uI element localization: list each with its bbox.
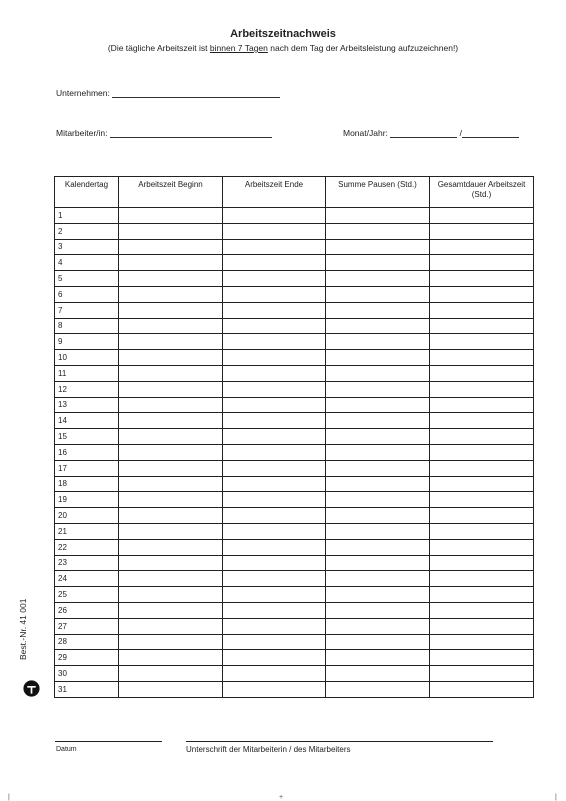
publisher-logo-icon xyxy=(23,680,40,697)
month-year-separator: / xyxy=(459,128,463,138)
start-cell[interactable] xyxy=(119,429,223,445)
table-row xyxy=(55,508,534,524)
date-label: Datum xyxy=(56,746,77,753)
col-header-breaks: Summe Pausen (Std.) xyxy=(326,177,430,208)
crop-mark-icon: | xyxy=(555,794,557,801)
table-row xyxy=(55,587,534,603)
breaks-cell[interactable] xyxy=(326,413,430,429)
day-cell: 1 xyxy=(55,208,119,224)
breaks-cell[interactable] xyxy=(326,208,430,224)
end-cell[interactable] xyxy=(223,413,326,429)
start-cell[interactable] xyxy=(119,302,223,318)
total-cell[interactable] xyxy=(430,334,534,350)
end-cell[interactable] xyxy=(223,286,326,302)
total-cell[interactable] xyxy=(430,223,534,239)
day-cell: 4 xyxy=(55,255,119,271)
table-header-row xyxy=(55,177,534,208)
table-row xyxy=(55,365,534,381)
table-row xyxy=(55,681,534,697)
day-cell: 18 xyxy=(55,476,119,492)
order-number: Best.-Nr. 41 001 xyxy=(18,598,28,660)
col-header-day: Kalendertag xyxy=(55,177,119,208)
start-cell[interactable] xyxy=(119,650,223,666)
table-row xyxy=(55,460,534,476)
start-cell[interactable] xyxy=(119,350,223,366)
table-row xyxy=(55,223,534,239)
end-cell[interactable] xyxy=(223,318,326,334)
breaks-cell[interactable] xyxy=(326,555,430,571)
total-cell[interactable] xyxy=(430,413,534,429)
breaks-cell[interactable] xyxy=(326,602,430,618)
col-header-start: Arbeitszeit Beginn xyxy=(119,177,223,208)
end-cell[interactable] xyxy=(223,523,326,539)
year-input-line[interactable] xyxy=(459,128,519,138)
breaks-cell[interactable] xyxy=(326,302,430,318)
day-cell: 21 xyxy=(55,523,119,539)
total-cell[interactable] xyxy=(430,666,534,682)
end-cell[interactable] xyxy=(223,634,326,650)
start-cell[interactable] xyxy=(119,208,223,224)
signature-label: Unterschrift der Mitarbeiterin / des Mitarbeiters xyxy=(186,745,351,754)
total-cell[interactable] xyxy=(430,239,534,255)
day-cell: 31 xyxy=(55,681,119,697)
breaks-cell[interactable] xyxy=(326,460,430,476)
breaks-cell[interactable] xyxy=(326,681,430,697)
company-input-line[interactable] xyxy=(112,89,280,98)
end-cell[interactable] xyxy=(223,492,326,508)
total-cell[interactable] xyxy=(430,618,534,634)
total-cell[interactable] xyxy=(430,523,534,539)
day-cell: 3 xyxy=(55,239,119,255)
breaks-cell[interactable] xyxy=(326,508,430,524)
total-cell[interactable] xyxy=(430,634,534,650)
table-row xyxy=(55,555,534,571)
breaks-cell[interactable] xyxy=(326,318,430,334)
table-row xyxy=(55,429,534,445)
day-cell: 5 xyxy=(55,271,119,287)
total-cell[interactable] xyxy=(430,460,534,476)
total-cell[interactable] xyxy=(430,444,534,460)
breaks-cell[interactable] xyxy=(326,239,430,255)
start-cell[interactable] xyxy=(119,286,223,302)
end-cell[interactable] xyxy=(223,666,326,682)
start-cell[interactable] xyxy=(119,492,223,508)
employee-field xyxy=(56,128,272,138)
table-row xyxy=(55,666,534,682)
breaks-cell[interactable] xyxy=(326,397,430,413)
day-cell: 22 xyxy=(55,539,119,555)
table-row xyxy=(55,302,534,318)
total-cell[interactable] xyxy=(430,476,534,492)
start-cell[interactable] xyxy=(119,239,223,255)
total-cell[interactable] xyxy=(430,555,534,571)
end-cell[interactable] xyxy=(223,271,326,287)
end-cell[interactable] xyxy=(223,365,326,381)
breaks-cell[interactable] xyxy=(326,650,430,666)
table-row xyxy=(55,255,534,271)
total-cell[interactable] xyxy=(430,587,534,603)
end-cell[interactable] xyxy=(223,602,326,618)
day-cell: 16 xyxy=(55,444,119,460)
end-cell[interactable] xyxy=(223,302,326,318)
total-cell[interactable] xyxy=(430,271,534,287)
breaks-cell[interactable] xyxy=(326,492,430,508)
day-cell: 27 xyxy=(55,618,119,634)
month-year-label: Monat/Jahr: xyxy=(343,128,388,138)
time-record-table xyxy=(54,176,534,698)
start-cell[interactable] xyxy=(119,681,223,697)
total-cell[interactable] xyxy=(430,302,534,318)
company-label: Unternehmen: xyxy=(56,88,110,98)
total-cell[interactable] xyxy=(430,397,534,413)
total-cell[interactable] xyxy=(430,365,534,381)
table-row xyxy=(55,618,534,634)
breaks-cell[interactable] xyxy=(326,634,430,650)
table-row xyxy=(55,397,534,413)
breaks-cell[interactable] xyxy=(326,618,430,634)
date-signature-line[interactable] xyxy=(55,741,162,742)
day-cell: 26 xyxy=(55,602,119,618)
end-cell[interactable] xyxy=(223,587,326,603)
start-cell[interactable] xyxy=(119,255,223,271)
crop-mark-icon: | xyxy=(8,794,10,801)
breaks-cell[interactable] xyxy=(326,286,430,302)
start-cell[interactable] xyxy=(119,444,223,460)
table-row xyxy=(55,334,534,350)
day-cell: 7 xyxy=(55,302,119,318)
start-cell[interactable] xyxy=(119,539,223,555)
start-cell[interactable] xyxy=(119,508,223,524)
day-cell: 6 xyxy=(55,286,119,302)
subtitle-text-before: (Die tägliche Arbeitszeit ist xyxy=(107,43,210,53)
end-cell[interactable] xyxy=(223,681,326,697)
end-cell[interactable] xyxy=(223,397,326,413)
total-cell[interactable] xyxy=(430,602,534,618)
breaks-cell[interactable] xyxy=(326,365,430,381)
table-row xyxy=(55,381,534,397)
start-cell[interactable] xyxy=(119,365,223,381)
breaks-cell[interactable] xyxy=(326,429,430,445)
total-cell[interactable] xyxy=(430,650,534,666)
day-cell: 25 xyxy=(55,587,119,603)
total-cell[interactable] xyxy=(430,429,534,445)
start-cell[interactable] xyxy=(119,571,223,587)
table-row xyxy=(55,476,534,492)
subtitle-deadline: binnen 7 Tagen xyxy=(209,43,268,53)
start-cell[interactable] xyxy=(119,666,223,682)
employee-input-line[interactable] xyxy=(110,129,272,138)
end-cell[interactable] xyxy=(223,476,326,492)
table-row xyxy=(55,413,534,429)
day-cell: 12 xyxy=(55,381,119,397)
total-cell[interactable] xyxy=(430,508,534,524)
table-row xyxy=(55,318,534,334)
end-cell[interactable] xyxy=(223,650,326,666)
end-cell[interactable] xyxy=(223,618,326,634)
day-cell: 9 xyxy=(55,334,119,350)
breaks-cell[interactable] xyxy=(326,381,430,397)
end-cell[interactable] xyxy=(223,460,326,476)
day-cell: 28 xyxy=(55,634,119,650)
end-cell[interactable] xyxy=(223,350,326,366)
start-cell[interactable] xyxy=(119,618,223,634)
start-cell[interactable] xyxy=(119,523,223,539)
day-cell: 11 xyxy=(55,365,119,381)
breaks-cell[interactable] xyxy=(326,523,430,539)
document-title: Arbeitszeitnachweis xyxy=(230,28,336,40)
breaks-cell[interactable] xyxy=(326,571,430,587)
day-cell: 14 xyxy=(55,413,119,429)
crop-mark-icon: + xyxy=(279,794,284,801)
day-cell: 23 xyxy=(55,555,119,571)
day-cell: 24 xyxy=(55,571,119,587)
table-row xyxy=(55,350,534,366)
employee-signature-line[interactable] xyxy=(186,741,493,742)
table-row xyxy=(55,492,534,508)
month-year-field xyxy=(343,128,519,138)
day-cell: 20 xyxy=(55,508,119,524)
day-cell: 13 xyxy=(55,397,119,413)
end-cell[interactable] xyxy=(223,334,326,350)
end-cell[interactable] xyxy=(223,444,326,460)
start-cell[interactable] xyxy=(119,381,223,397)
end-cell[interactable] xyxy=(223,223,326,239)
company-field xyxy=(56,88,280,98)
day-cell: 10 xyxy=(55,350,119,366)
breaks-cell[interactable] xyxy=(326,350,430,366)
table-row xyxy=(55,286,534,302)
total-cell[interactable] xyxy=(430,381,534,397)
start-cell[interactable] xyxy=(119,271,223,287)
start-cell[interactable] xyxy=(119,397,223,413)
breaks-cell[interactable] xyxy=(326,666,430,682)
total-cell[interactable] xyxy=(430,208,534,224)
table-row xyxy=(55,271,534,287)
breaks-cell[interactable] xyxy=(326,444,430,460)
start-cell[interactable] xyxy=(119,334,223,350)
table-row xyxy=(55,444,534,460)
end-cell[interactable] xyxy=(223,571,326,587)
breaks-cell[interactable] xyxy=(326,539,430,555)
day-cell: 19 xyxy=(55,492,119,508)
breaks-cell[interactable] xyxy=(326,271,430,287)
month-input-line[interactable] xyxy=(390,129,457,138)
table-row xyxy=(55,539,534,555)
table-row xyxy=(55,571,534,587)
start-cell[interactable] xyxy=(119,318,223,334)
start-cell[interactable] xyxy=(119,476,223,492)
table-row xyxy=(55,208,534,224)
col-header-end: Arbeitszeit Ende xyxy=(223,177,326,208)
table-row xyxy=(55,650,534,666)
start-cell[interactable] xyxy=(119,587,223,603)
start-cell[interactable] xyxy=(119,555,223,571)
breaks-cell[interactable] xyxy=(326,334,430,350)
end-cell[interactable] xyxy=(223,539,326,555)
total-cell[interactable] xyxy=(430,350,534,366)
breaks-cell[interactable] xyxy=(326,476,430,492)
end-cell[interactable] xyxy=(223,429,326,445)
table-row xyxy=(55,602,534,618)
end-cell[interactable] xyxy=(223,239,326,255)
table-row xyxy=(55,634,534,650)
table-body xyxy=(55,208,534,698)
total-cell[interactable] xyxy=(430,571,534,587)
day-cell: 29 xyxy=(55,650,119,666)
start-cell[interactable] xyxy=(119,223,223,239)
start-cell[interactable] xyxy=(119,413,223,429)
total-cell[interactable] xyxy=(430,539,534,555)
day-cell: 2 xyxy=(55,223,119,239)
total-cell[interactable] xyxy=(430,255,534,271)
col-header-total: Gesamtdauer Arbeitszeit (Std.) xyxy=(430,177,534,208)
employee-label: Mitarbeiter/in: xyxy=(56,128,108,138)
total-cell[interactable] xyxy=(430,681,534,697)
day-cell: 30 xyxy=(55,666,119,682)
end-cell[interactable] xyxy=(223,555,326,571)
breaks-cell[interactable] xyxy=(326,587,430,603)
document-subtitle xyxy=(0,43,566,53)
end-cell[interactable] xyxy=(223,381,326,397)
end-cell[interactable] xyxy=(223,208,326,224)
start-cell[interactable] xyxy=(119,602,223,618)
end-cell[interactable] xyxy=(223,255,326,271)
breaks-cell[interactable] xyxy=(326,255,430,271)
end-cell[interactable] xyxy=(223,508,326,524)
day-cell: 17 xyxy=(55,460,119,476)
start-cell[interactable] xyxy=(119,460,223,476)
total-cell[interactable] xyxy=(430,318,534,334)
table-row xyxy=(55,239,534,255)
start-cell[interactable] xyxy=(119,634,223,650)
total-cell[interactable] xyxy=(430,492,534,508)
subtitle-text-after: nach dem Tag der Arbeitsleistung aufzuzeichnen!) xyxy=(267,43,459,53)
breaks-cell[interactable] xyxy=(326,223,430,239)
table-row xyxy=(55,523,534,539)
day-cell: 15 xyxy=(55,429,119,445)
day-cell: 8 xyxy=(55,318,119,334)
total-cell[interactable] xyxy=(430,286,534,302)
